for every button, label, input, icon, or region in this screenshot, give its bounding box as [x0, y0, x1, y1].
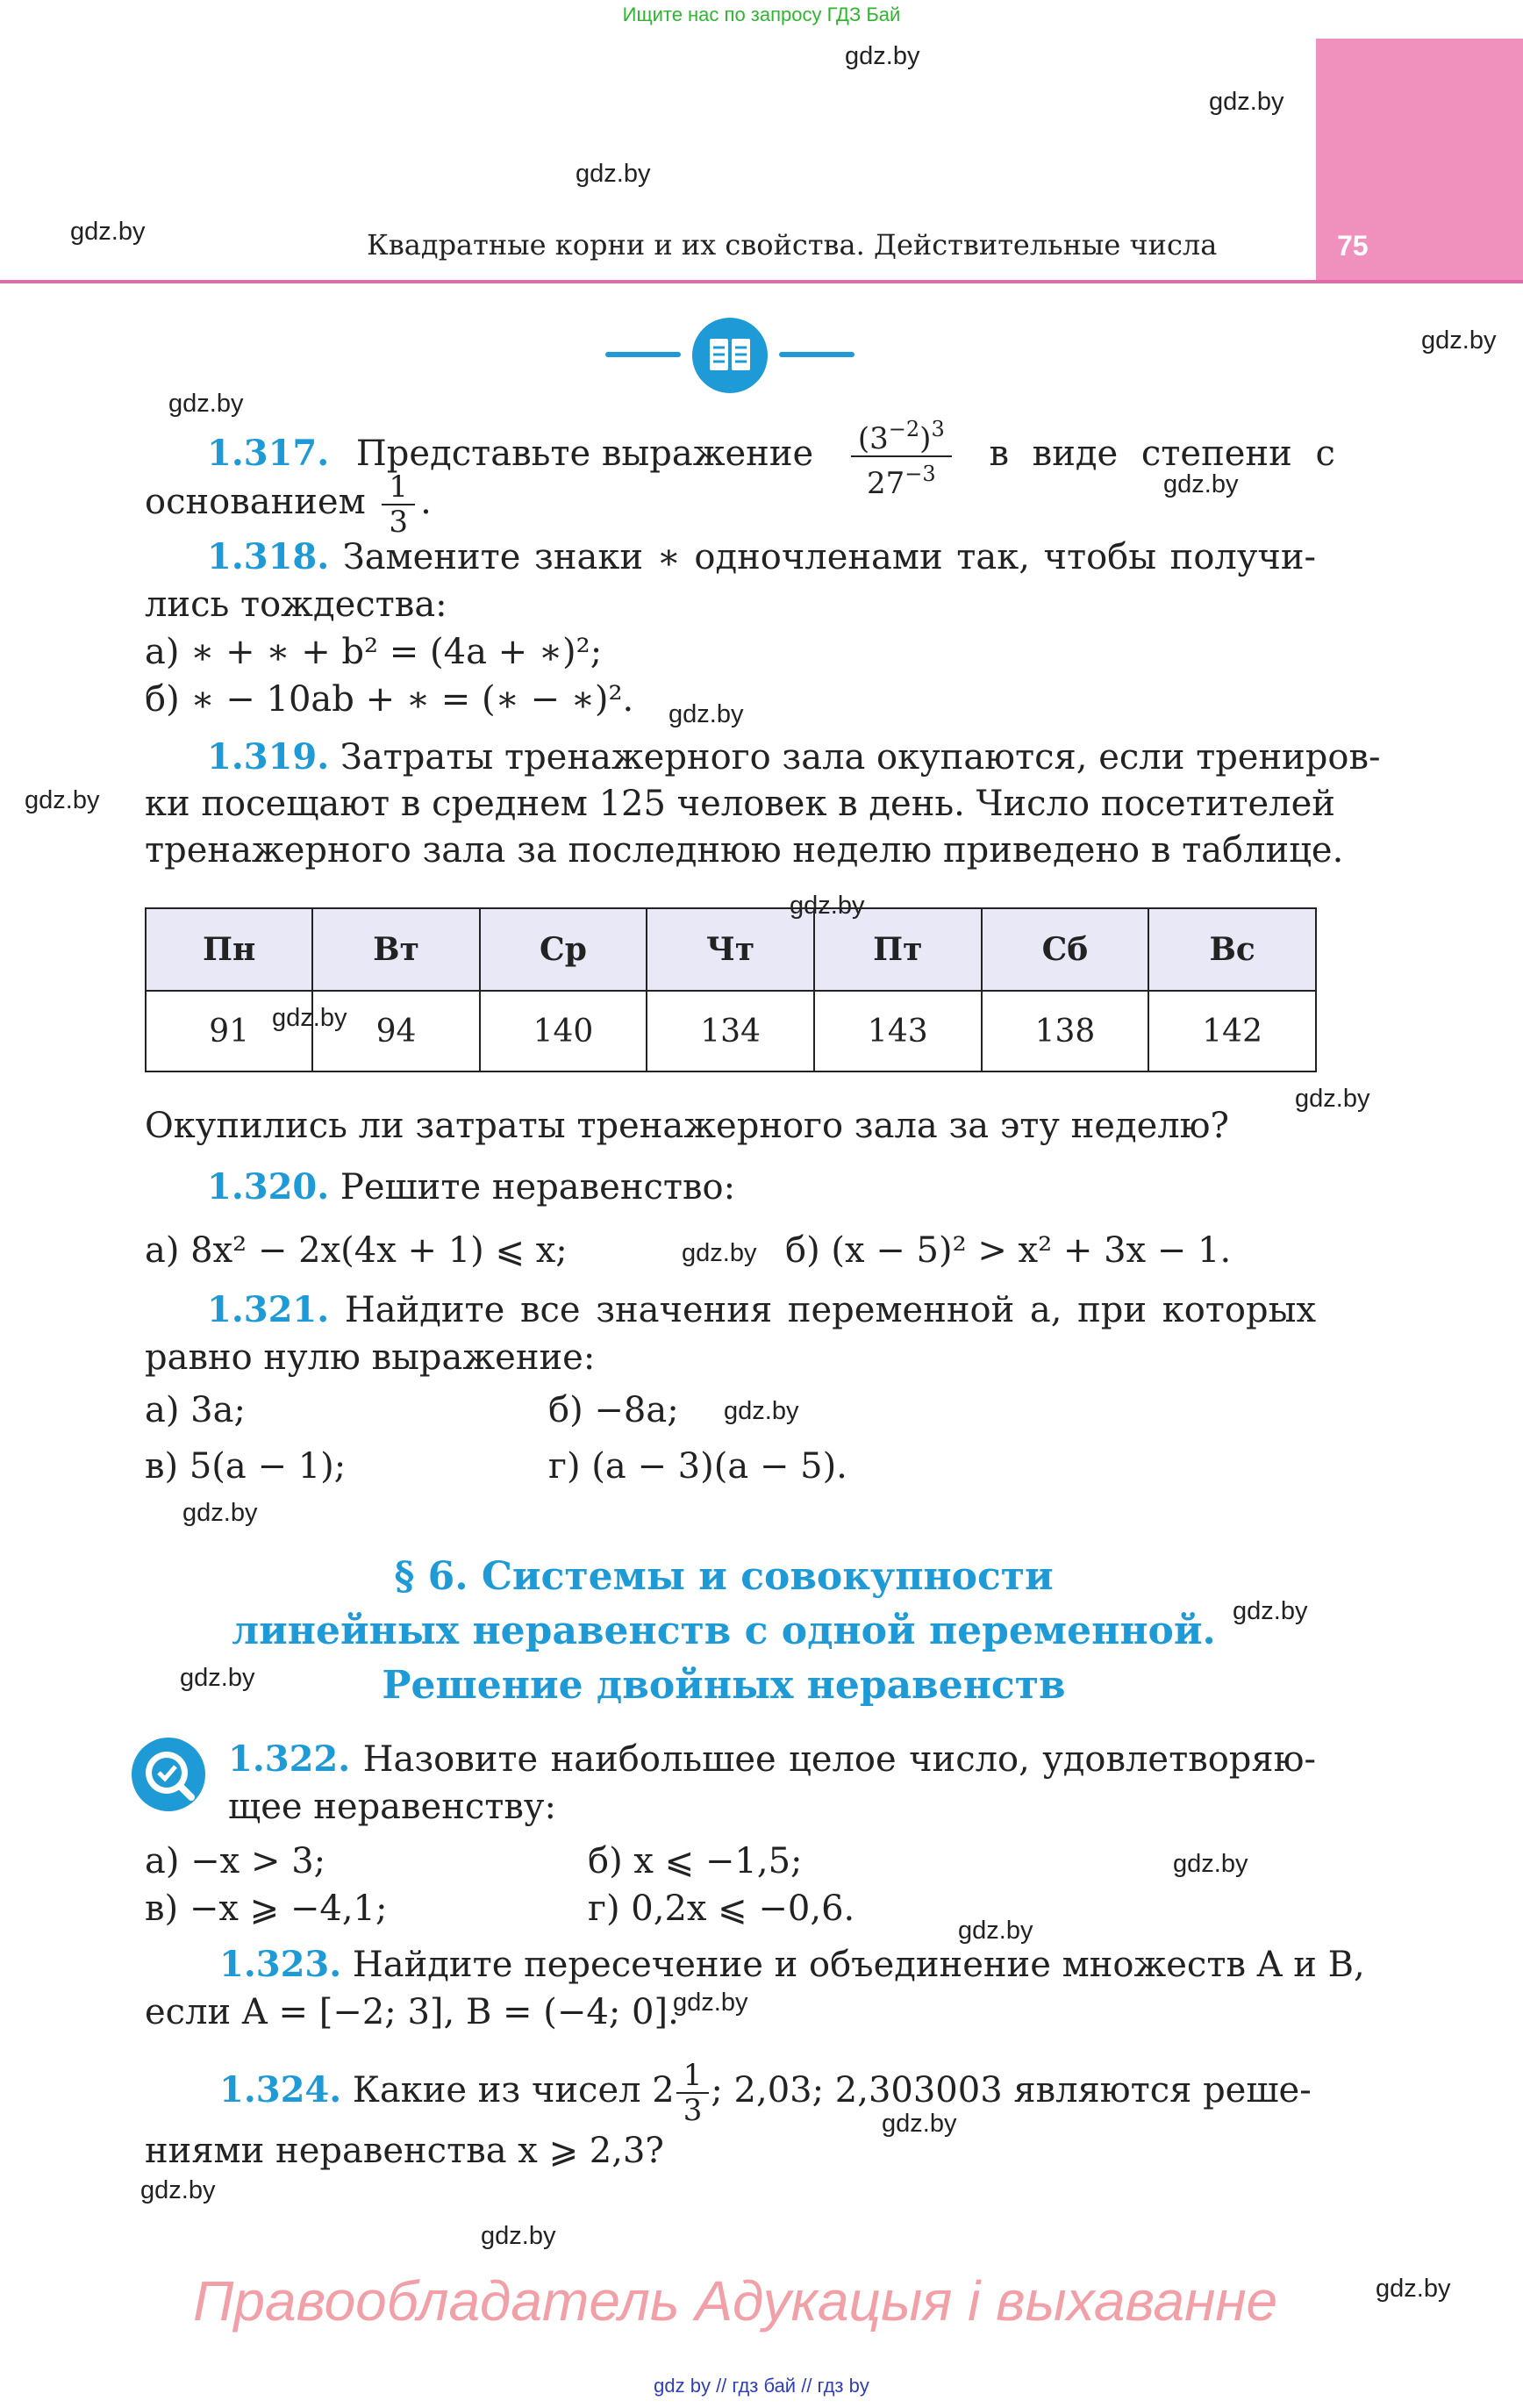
exercise-text: Представьте выражение — [355, 434, 814, 474]
table-cell: 94 — [312, 991, 479, 1071]
running-header: Квадратные корни и их свойства. Действительные числа — [367, 228, 1218, 262]
table-header: Чт — [647, 908, 814, 991]
watermark: gdz.by — [140, 2176, 216, 2204]
watermark: gdz.by — [481, 2222, 556, 2250]
item-b: б) −8a; — [548, 1390, 679, 1430]
exercise-number: 1.319. — [207, 736, 330, 778]
exercise-1321: 1.321. Найдите все значения переменной a, при которых — [207, 1289, 1316, 1330]
item-a: а) −x > 3; — [145, 1841, 326, 1881]
watermark: gdz.by — [25, 786, 100, 814]
table-header: Пн — [146, 908, 312, 991]
item-a: а) 3a; — [145, 1390, 246, 1430]
header-rule — [0, 280, 1523, 283]
watermark: gdz.by — [845, 42, 920, 70]
item-c: в) 5(a − 1); — [145, 1446, 347, 1487]
watermark: gdz.by — [724, 1397, 799, 1425]
page-number: 75 — [1337, 230, 1369, 262]
item-a: а) ∗ + ∗ + b² = (4a + ∗)²; — [145, 632, 603, 672]
table-cell: 91 — [146, 991, 312, 1071]
exercise-number: 1.323. — [219, 1944, 342, 1985]
table-cell: 138 — [982, 991, 1149, 1071]
table-header: Вт — [312, 908, 479, 991]
table-header: Ср — [480, 908, 647, 991]
divider-right — [779, 352, 854, 357]
exercise-question: Окупились ли затраты тренажерного зала за эту неделю? — [145, 1106, 1229, 1146]
watermark: gdz.by — [790, 892, 865, 920]
exercise-text: щее неравенству: — [228, 1787, 556, 1827]
exercise-1322: 1.322. Назовите наибольшее целое число, удовлетворяю- — [228, 1738, 1316, 1780]
fraction: $\frac{(3^{-2})^3}{27^{-3}}$ — [851, 412, 952, 500]
exercise-1324: 1.324. Какие из чисел 2 $\frac{1}{3}$ ; 2,03; 2,303003 являются реше- — [219, 2058, 1312, 2128]
section-title-line2: линейных неравенств с одной переменной. — [232, 1609, 1216, 1653]
watermark: gdz.by — [1209, 88, 1284, 116]
book-icon — [692, 318, 768, 393]
item-a: а) 8x² − 2x(4x + 1) ⩽ x; — [145, 1230, 568, 1271]
fraction: $\frac{1}{3}$ — [676, 2059, 710, 2127]
exercise-1323: 1.323. Найдите пересечение и объединение множеств A и B, — [219, 1944, 1365, 1985]
watermark: gdz.by — [1233, 1597, 1308, 1625]
exercise-number: 1.320. — [207, 1166, 330, 1208]
item-d: г) 0,2x ⩽ −0,6. — [588, 1888, 855, 1929]
question-search-icon — [132, 1738, 205, 1811]
table-cell: 142 — [1148, 991, 1316, 1071]
section-title-line3: Решение двойных неравенств — [382, 1663, 1066, 1708]
item-b: б) (x − 5)² > x² + 3x − 1. — [785, 1230, 1232, 1271]
exercise-text: тренажерного зала за последнюю неделю приведено в таблице. — [145, 830, 1344, 871]
table-cell: 140 — [480, 991, 647, 1071]
watermark: gdz.by — [682, 1239, 757, 1267]
exercise-1320: 1.320. Решите неравенство: — [207, 1166, 736, 1208]
table-header: Пт — [814, 908, 982, 991]
watermark: gdz.by — [673, 1989, 748, 2017]
table-cell: 143 — [814, 991, 982, 1071]
exercise-number: 1.324. — [219, 2069, 342, 2111]
top-note[interactable]: Ищите нас по запросу ГДЗ Бай — [622, 4, 901, 25]
fraction: $\frac{1}{3}$ — [382, 470, 415, 539]
item-d: г) (a − 3)(a − 5). — [548, 1446, 847, 1487]
watermark: gdz.by — [1421, 326, 1497, 355]
exercise-text: в виде степени с — [989, 434, 1335, 474]
exercise-1319: 1.319. Затраты тренажерного зала окупаются, если трениров- — [207, 736, 1381, 778]
exercise-text: равно нулю выражение: — [145, 1337, 596, 1378]
watermark: gdz.by — [180, 1664, 255, 1692]
divider-left — [605, 352, 681, 357]
watermark: gdz.by — [1173, 1850, 1248, 1878]
exercise-number: 1.318. — [207, 536, 330, 577]
exercise-number: 1.322. — [228, 1738, 351, 1780]
exercise-text: ниями неравенства x ⩾ 2,3? — [145, 2131, 664, 2171]
exercise-1318: 1.318. Замените знаки ∗ одночленами так, чтобы получи- — [207, 536, 1316, 577]
table-cell: 134 — [647, 991, 814, 1071]
watermark: gdz.by — [182, 1499, 258, 1527]
watermark: gdz.by — [1376, 2275, 1451, 2303]
watermark: gdz.by — [168, 390, 244, 418]
table-header: Вс — [1148, 908, 1316, 991]
exercise-text: ки посещают в среднем 125 человек в день. Число посетителей — [145, 784, 1335, 824]
watermark: gdz.by — [669, 700, 744, 728]
exercise-number: 1.321. — [207, 1289, 330, 1330]
section-title-line1: § 6. Системы и совокупности — [394, 1554, 1054, 1599]
exercise-number: 1.317. — [207, 433, 330, 474]
item-b: б) ∗ − 10ab + ∗ = (∗ − ∗)². — [145, 679, 634, 720]
watermark: gdz.by — [1295, 1085, 1370, 1113]
table-header: Сб — [982, 908, 1149, 991]
watermark: gdz.by — [958, 1917, 1033, 1945]
exercise-text: если A = [−2; 3], B = (−4; 0]. — [145, 1992, 679, 2032]
watermark: gdz.by — [576, 160, 651, 188]
exercise-text: лись тождества: — [145, 584, 447, 625]
visitors-table — [145, 907, 1317, 1072]
watermark: gdz.by — [882, 2110, 957, 2138]
watermark: gdz.by — [272, 1004, 347, 1032]
watermark: gdz.by — [1163, 470, 1239, 498]
watermark: gdz.by — [70, 218, 146, 246]
copyright-notice: Правообладатель Адукацыя і выхаванне — [193, 2269, 1278, 2333]
item-b: б) x ⩽ −1,5; — [588, 1841, 803, 1881]
item-c: в) −x ⩾ −4,1; — [145, 1888, 388, 1929]
bottom-note[interactable]: gdz by // гдз бай // гдз by — [654, 2375, 869, 2397]
exercise-1317-line2: основанием $\frac{1}{3}$ . — [145, 469, 432, 540]
